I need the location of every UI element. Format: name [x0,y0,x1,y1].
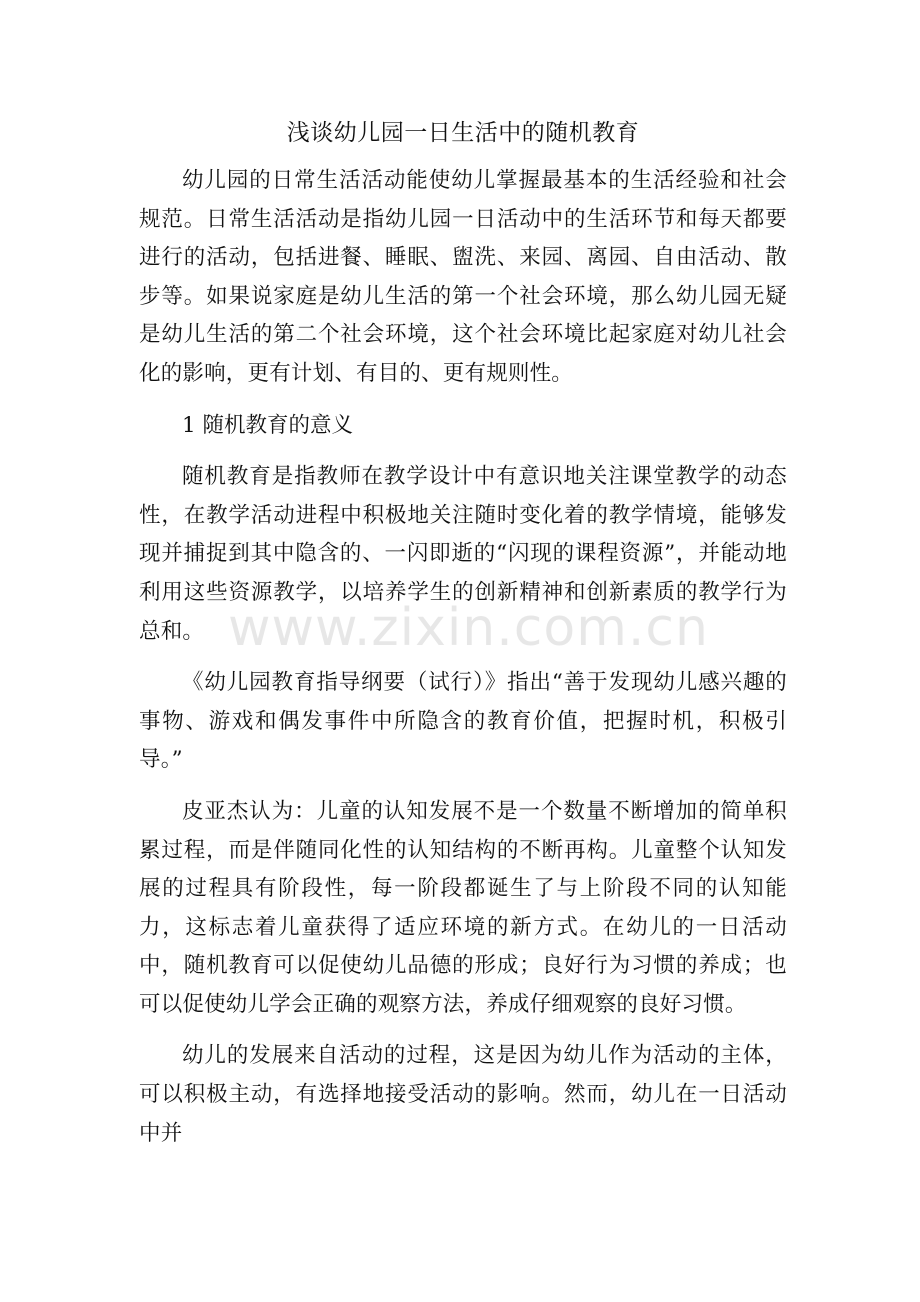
intro-paragraph: 幼儿园的日常生活活动能使幼儿掌握最基本的生活经验和社会规范。日常生活活动是指幼儿园一日活动中的生活环节和每天都要进行的活动，包括进餐、睡眠、盥洗、来园、离园、自由活动、散步等。如果说家庭是幼儿生活的第一个社会环境，那么幼儿园无疑是幼儿生活的第二个社会环境，这个社会环境比起家庭对幼儿社会化的影响，更有计划、有目的、更有规则性。 [139,168,787,386]
body-paragraph: 幼儿的发展来自活动的过程，这是因为幼儿作为活动的主体，可以积极主动，有选择地接受活动的影响。然而，幼儿在一日活动中并 [139,1043,787,1146]
document-title: 浅谈幼儿园一日生活中的随机教育 [286,120,640,146]
watermark: www.zixin.com.cn [228,598,709,658]
document-body [139,112,787,1153]
section-heading: 1 随机教育的意义 [182,412,354,438]
body-paragraph: 皮亚杰认为：儿童的认知发展不是一个数量不断增加的简单积累过程，而是伴随同化性的认知结构的不断再构。儿童整个认知发展的过程具有阶段性，每一阶段都诞生了与上阶段不同的认知能力，这标志着儿童获得了适应环境的新方式。在幼儿的一日活动中，随机教育可以促使幼儿品德的形成；良好行为习惯的养成；也可以促使幼儿学会正确的观察方法，养成仔细观察的良好习惯。 [139,798,787,1017]
body-paragraph: 《幼儿园教育指导纲要（试行）》指出“善于发现幼儿感兴趣的事物、游戏和偶发事件中所隐含的教育价值，把握时机，积极引导。” [139,670,787,773]
body-paragraph: 随机教育是指教师在教学设计中有意识地关注课堂教学的动态性，在教学活动进程中积极地关注随时变化着的教学情境，能够发现并捕捉到其中隐含的、一闪即逝的“闪现的课程资源”，并能动地利用这些资源教学，以培养学生的创新精神和创新素质的教学行为总和。 [139,464,787,644]
